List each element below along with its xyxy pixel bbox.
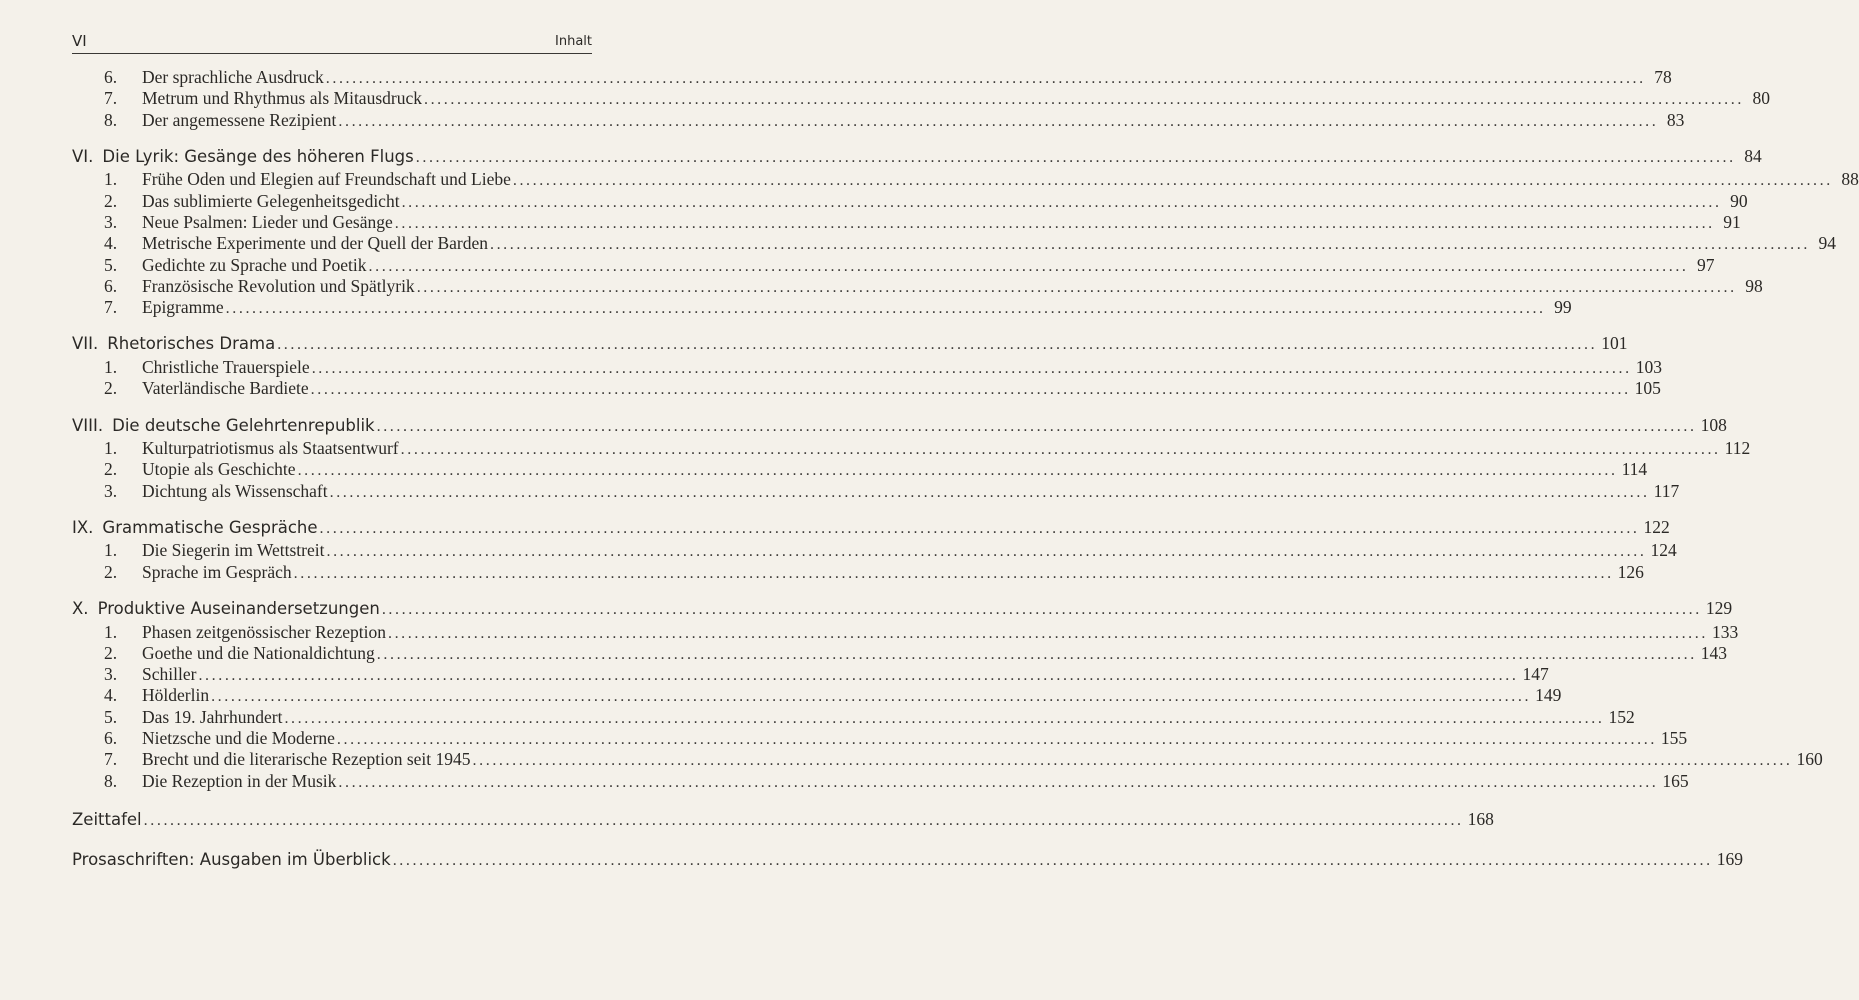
toc-section-entry bbox=[72, 706, 1635, 728]
dot-leader: ........................................................................................................................................................................................................ bbox=[376, 645, 1697, 663]
entry-number: 7. bbox=[104, 297, 118, 318]
entry-title: Das sublimierte Gelegenheitsgedicht bbox=[142, 190, 400, 211]
entry-page-number: 122 bbox=[1643, 516, 1670, 537]
toc-chapter-entry bbox=[72, 846, 1743, 872]
entry-title: Dichtung als Wissenschaft bbox=[142, 480, 328, 501]
entry-number: 2. bbox=[104, 642, 118, 663]
dot-leader: ........................................................................................................................................................................................................ bbox=[415, 148, 1736, 166]
entry-page-number: 80 bbox=[1752, 88, 1770, 109]
dot-leader: ........................................................................................................................................................................................................ bbox=[400, 441, 1721, 459]
toc-section-entry bbox=[72, 540, 1677, 561]
header-rule bbox=[72, 53, 592, 54]
dot-leader: ........................................................................................................................................................................................................ bbox=[325, 70, 1646, 87]
entry-number: 2. bbox=[104, 378, 118, 399]
entry-title: Grammatische Gespräche bbox=[102, 517, 318, 537]
entry-title: Utopie als Geschichte bbox=[142, 459, 296, 480]
entry-number: 3. bbox=[104, 664, 118, 685]
entry-page-number: 91 bbox=[1723, 211, 1741, 232]
entry-number: 5. bbox=[104, 706, 118, 727]
entry-page-number: 78 bbox=[1654, 67, 1672, 87]
toc-section-entry bbox=[72, 749, 1823, 770]
dot-leader: ........................................................................................................................................................................................................ bbox=[472, 752, 1793, 770]
entry-number: 7. bbox=[104, 749, 118, 770]
entry-page-number: 160 bbox=[1796, 749, 1823, 770]
dot-leader: ........................................................................................................................................................................................................ bbox=[198, 667, 1519, 685]
entry-title: Die Lyrik: Gesänge des höheren Flugs bbox=[102, 146, 414, 166]
toc-chapter-entry bbox=[72, 806, 1494, 832]
entry-page-number: 84 bbox=[1744, 145, 1762, 166]
toc-section-entry bbox=[72, 109, 1685, 131]
entry-page-number: 165 bbox=[1662, 770, 1689, 791]
entry-page-number: 143 bbox=[1700, 642, 1728, 663]
entry-number: 6. bbox=[104, 275, 118, 296]
entry-title: Metrum und Rhythmus als Mitausdruck bbox=[142, 88, 422, 109]
toc-section-entry bbox=[72, 356, 1662, 378]
dot-leader: ........................................................................................................................................................................................................ bbox=[319, 519, 1640, 537]
entry-title: Christliche Trauerspiele bbox=[142, 356, 310, 377]
dot-leader: ........................................................................................................................................................................................................ bbox=[329, 483, 1650, 501]
entry-title: Prosaschriften: Ausgaben im Überblick bbox=[72, 849, 391, 869]
entry-page-number: 90 bbox=[1730, 190, 1748, 211]
entry-number: 8. bbox=[104, 770, 118, 791]
entry-page-number: 103 bbox=[1635, 356, 1662, 377]
dot-leader: ........................................................................................................................................................................................................ bbox=[336, 731, 1657, 749]
dot-leader: ........................................................................................................................................................................................................ bbox=[416, 278, 1737, 296]
toc-section-entry bbox=[72, 67, 1672, 88]
entry-page-number: 98 bbox=[1745, 275, 1763, 296]
entry-title: Das 19. Jahrhundert bbox=[142, 706, 283, 727]
entry-title: Der angemessene Rezipient bbox=[142, 109, 337, 130]
entry-page-number: 133 bbox=[1711, 621, 1739, 642]
running-header bbox=[72, 32, 592, 52]
entry-number: X. bbox=[72, 599, 89, 619]
toc-section-entry bbox=[72, 728, 1688, 749]
entry-title: Schiller bbox=[142, 664, 197, 685]
toc-section-entry bbox=[72, 378, 1661, 399]
dot-leader: ........................................................................................................................................................................................................ bbox=[225, 300, 1546, 318]
entry-page-number: 124 bbox=[1650, 540, 1677, 561]
entry-title: Die Siegerin im Wettstreit bbox=[142, 540, 325, 561]
entry-number: 6. bbox=[104, 67, 118, 87]
entry-page-number: 105 bbox=[1634, 378, 1661, 399]
toc-section-entry bbox=[72, 561, 1644, 583]
dot-leader: ........................................................................................................................................................................................................ bbox=[423, 91, 1744, 109]
entry-number: 1. bbox=[104, 169, 118, 190]
toc-section-entry bbox=[72, 169, 1859, 190]
entry-page-number: 168 bbox=[1467, 808, 1494, 829]
dot-leader: ........................................................................................................................................................................................................ bbox=[489, 236, 1810, 254]
dot-leader: ........................................................................................................................................................................................................ bbox=[297, 462, 1618, 480]
toc-section-entry bbox=[72, 685, 1562, 706]
entry-number: 7. bbox=[104, 88, 118, 109]
toc-chapter-entry bbox=[72, 514, 1670, 540]
dot-leader: ........................................................................................................................................................................................................ bbox=[310, 381, 1631, 399]
entry-title: Phasen zeitgenössischer Rezeption bbox=[142, 621, 386, 642]
entry-title: Sprache im Gespräch bbox=[142, 561, 292, 582]
entry-page-number: 152 bbox=[1608, 706, 1635, 727]
toc-section-entry bbox=[72, 233, 1836, 254]
toc-section-entry bbox=[72, 88, 1770, 109]
entry-title: Die Rezeption in der Musik bbox=[142, 770, 337, 791]
entry-title: Neue Psalmen: Lieder und Gesänge bbox=[142, 211, 393, 232]
dot-leader: ........................................................................................................................................................................................................ bbox=[326, 543, 1647, 561]
entry-page-number: 129 bbox=[1705, 598, 1733, 619]
dot-leader: ........................................................................................................................................................................................................ bbox=[311, 359, 1632, 377]
toc-section-entry bbox=[72, 770, 1689, 792]
dot-leader: ........................................................................................................................................................................................................ bbox=[392, 851, 1713, 869]
toc-section-entry bbox=[72, 275, 1763, 297]
dot-leader: ........................................................................................................................................................................................................ bbox=[143, 811, 1464, 829]
entry-page-number: 108 bbox=[1700, 414, 1727, 435]
entry-number: 1. bbox=[104, 540, 118, 561]
entry-page-number: 149 bbox=[1535, 685, 1562, 706]
dot-leader: ........................................................................................................................................................................................................ bbox=[293, 564, 1614, 582]
dot-leader: ........................................................................................................................................................................................................ bbox=[277, 336, 1598, 354]
entry-title: Epigramme bbox=[142, 297, 224, 318]
dot-leader: ........................................................................................................................................................................................................ bbox=[338, 773, 1659, 791]
entry-number: VIII. bbox=[72, 415, 104, 435]
entry-title: Vaterländische Bardiete bbox=[142, 378, 309, 399]
entry-page-number: 147 bbox=[1522, 664, 1549, 685]
entry-page-number: 88 bbox=[1841, 169, 1859, 190]
entry-title: Kulturpatriotismus als Staatsentwurf bbox=[142, 438, 399, 459]
entry-title: Die deutsche Gelehrtenrepublik bbox=[112, 415, 375, 435]
entry-title: Produktive Auseinandersetzungen bbox=[97, 599, 380, 619]
toc-section-entry bbox=[72, 459, 1648, 480]
entry-number: 4. bbox=[104, 233, 118, 254]
dot-leader: ........................................................................................................................................................................................................ bbox=[512, 172, 1833, 190]
dot-leader: ........................................................................................................................................................................................................ bbox=[387, 624, 1708, 642]
running-title: Inhalt bbox=[555, 34, 592, 49]
entry-title: Goethe und die Nationaldichtung bbox=[142, 642, 375, 663]
entry-title: Der sprachliche Ausdruck bbox=[142, 67, 324, 87]
entry-title: Metrische Experimente und der Quell der Barden bbox=[142, 233, 488, 254]
entry-title: Hölderlin bbox=[142, 685, 210, 706]
entry-title: Nietzsche und die Moderne bbox=[142, 728, 335, 749]
entry-title: Französische Revolution und Spätlyrik bbox=[142, 275, 415, 296]
entry-number: 1. bbox=[104, 438, 118, 459]
entry-page-number: 155 bbox=[1660, 728, 1688, 749]
toc-section-entry bbox=[72, 664, 1549, 685]
entry-number: 4. bbox=[104, 685, 118, 706]
dot-leader: ........................................................................................................................................................................................................ bbox=[401, 193, 1722, 211]
entry-number: 3. bbox=[104, 211, 118, 232]
entry-number: 1. bbox=[104, 356, 118, 377]
dot-leader: ........................................................................................................................................................................................................ bbox=[394, 214, 1715, 232]
dot-leader: ........................................................................................................................................................................................................ bbox=[368, 257, 1689, 275]
toc-chapter-entry bbox=[72, 143, 1762, 169]
toc-section-entry bbox=[72, 438, 1751, 459]
page-number: VI bbox=[72, 32, 87, 50]
entry-number: IX. bbox=[72, 517, 94, 537]
toc-section-entry bbox=[72, 621, 1739, 643]
dot-leader: ........................................................................................................................................................................................................ bbox=[381, 601, 1702, 619]
entry-title: Gedichte zu Sprache und Poetik bbox=[142, 254, 367, 275]
dot-leader: ........................................................................................................................................................................................................ bbox=[284, 709, 1605, 727]
toc-section-entry bbox=[72, 297, 1572, 318]
entry-number: 8. bbox=[104, 109, 118, 130]
entry-page-number: 101 bbox=[1601, 333, 1628, 354]
entry-number: 2. bbox=[104, 561, 118, 582]
entry-number: 6. bbox=[104, 728, 118, 749]
toc-chapter-entry bbox=[72, 595, 1733, 621]
entry-number: 5. bbox=[104, 254, 118, 275]
entry-number: 3. bbox=[104, 480, 118, 501]
entry-page-number: 117 bbox=[1653, 480, 1680, 501]
toc-section-entry bbox=[72, 254, 1715, 276]
toc-section-entry bbox=[72, 480, 1680, 502]
entry-number: 2. bbox=[104, 459, 118, 480]
entry-page-number: 83 bbox=[1666, 109, 1685, 130]
entry-page-number: 94 bbox=[1818, 233, 1836, 254]
entry-number: 1. bbox=[104, 621, 118, 642]
entry-page-number: 112 bbox=[1724, 438, 1751, 459]
entry-page-number: 126 bbox=[1617, 561, 1644, 582]
toc-section-entry bbox=[72, 642, 1728, 664]
entry-number: 2. bbox=[104, 190, 118, 211]
entry-title: Rhetorisches Drama bbox=[107, 334, 276, 354]
dot-leader: ........................................................................................................................................................................................................ bbox=[338, 112, 1659, 130]
table-of-contents bbox=[72, 67, 1859, 872]
entry-number: VI. bbox=[72, 146, 94, 166]
entry-title: Frühe Oden und Elegien auf Freundschaft und Liebe bbox=[142, 169, 511, 190]
entry-page-number: 169 bbox=[1716, 848, 1743, 869]
toc-section-entry bbox=[72, 190, 1748, 212]
entry-page-number: 97 bbox=[1697, 254, 1715, 275]
entry-title: Brecht und die literarische Rezeption seit 1945 bbox=[142, 749, 471, 770]
entry-page-number: 99 bbox=[1554, 297, 1572, 318]
entry-title: Zeittafel bbox=[72, 809, 142, 829]
entry-number: VII. bbox=[72, 334, 99, 354]
dot-leader: ........................................................................................................................................................................................................ bbox=[376, 417, 1697, 435]
dot-leader: ........................................................................................................................................................................................................ bbox=[211, 688, 1532, 706]
toc-chapter-entry bbox=[72, 330, 1628, 356]
entry-page-number: 114 bbox=[1621, 459, 1648, 480]
toc-section-entry bbox=[72, 211, 1741, 233]
toc-chapter-entry bbox=[72, 412, 1727, 438]
